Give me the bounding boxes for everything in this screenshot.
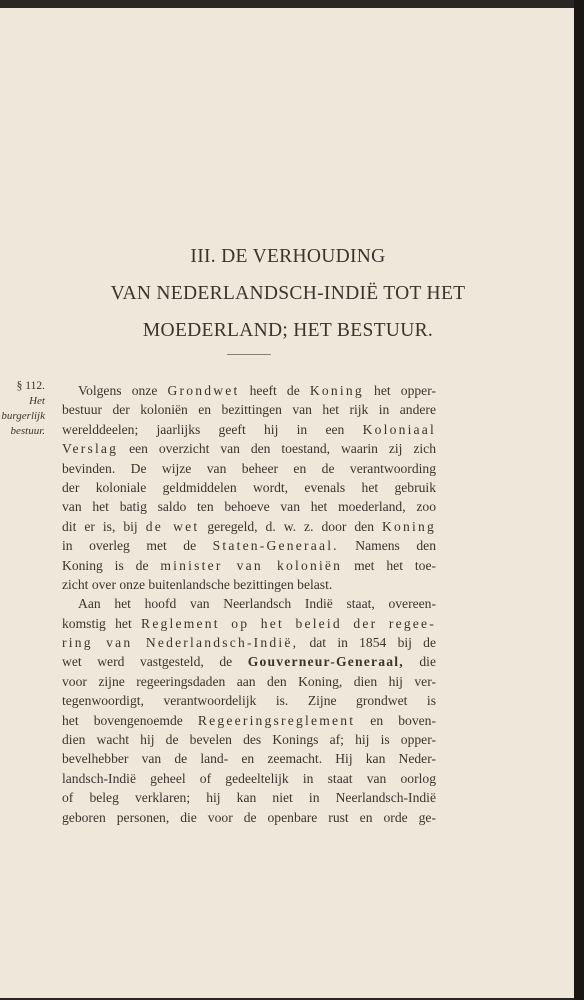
text-line: in overleg met de Staten-Generaal. Namens den <box>62 538 436 554</box>
text-line: of beleg verklaren; hij kan niet in Neerlandsch-Indië <box>62 790 436 806</box>
text-line: zicht over onze buitenlandsche bezittingen belast. <box>62 576 333 592</box>
text-line: bevinden. De wijze van beheer en de verantwoording <box>62 460 436 476</box>
title-line-1: III. DE VERHOUDING <box>190 246 386 267</box>
book-page <box>0 8 574 998</box>
title-line-2: VAN NEDERLANDSCH-INDIË TOT HET <box>110 283 466 304</box>
margin-note-line-2: burgerlijk <box>1 410 45 422</box>
title-line-3: MOEDERLAND; HET BESTUUR. <box>142 320 434 341</box>
section-number: § 112. <box>16 380 45 392</box>
text-line: tegenwoordigt, verantwoordelijk is. Zijne grondwet is <box>62 693 436 709</box>
text-line: Koning is de minister van koloniën met het toe- <box>62 557 437 573</box>
text-line: dien wacht hij de bevelen des Konings af; hij is opper- <box>62 732 436 748</box>
text-line: Aan het hoofd van Neerlandsch Indië staat, overeen- <box>78 596 436 612</box>
title-divider <box>227 354 271 355</box>
text-line: wet werd vastgesteld, de Gouverneur-Generaal, die <box>62 654 436 670</box>
text-line: Verslag een overzicht van den toestand, waarin zij zich <box>62 441 436 457</box>
text-line: geboren personen, die voor de openbare rust en orde ge- <box>62 809 436 825</box>
body-text <box>62 381 436 827</box>
text-line: landsch-Indië geheel of gedeeltelijk in staat van oorlog <box>62 770 436 786</box>
margin-note-line-1: Het <box>29 395 45 407</box>
page-edge-shadow <box>574 0 584 1000</box>
text-line: werelddeelen; jaarlijks geeft hij in een Koloniaal <box>62 421 436 437</box>
text-line: bevelhebber van de land- en zeemacht. Hij kan Neder- <box>62 751 436 767</box>
chapter-title <box>62 238 514 349</box>
margin-note <box>0 379 45 439</box>
text-line: het bovengenoemde Regeeringsreglement en boven- <box>62 712 436 728</box>
text-line: komstig het Reglement op het beleid der regee- <box>62 615 437 631</box>
text-line: van het batig saldo ten behoeve van het moederland, zoo <box>62 499 436 515</box>
text-line: der koloniale geldmiddelen wordt, evenals het gebruik <box>62 479 436 495</box>
text-line: bestuur der koloniën en bezittingen van het rijk in andere <box>62 402 436 418</box>
text-line: ring van Nederlandsch-Indië, dat in 1854 bij de <box>62 635 437 651</box>
margin-note-line-3: bestuur. <box>10 425 45 437</box>
text-line: voor zijne regeeringsdaden aan den Koning, dien hij ver- <box>62 673 436 689</box>
text-line: dit er is, bij de wet geregeld, d. w. z. door den Koning <box>62 518 436 534</box>
text-line: Volgens onze Grondwet heeft de Koning het opper- <box>78 383 436 398</box>
